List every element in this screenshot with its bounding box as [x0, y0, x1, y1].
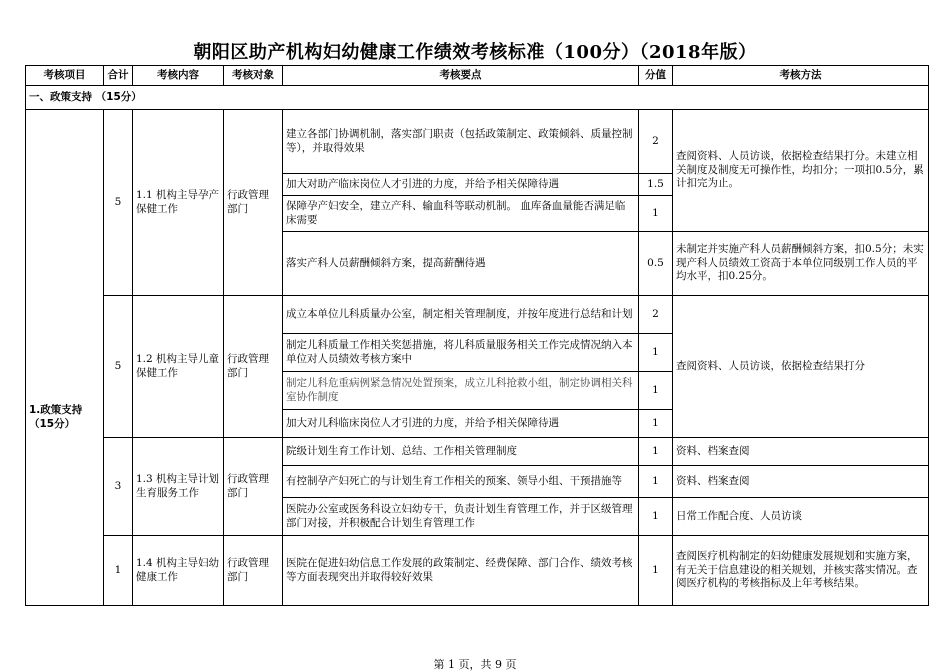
- header-cell: 考核对象: [224, 66, 283, 86]
- method-cell: 资料、档案查阅: [673, 438, 929, 466]
- point-cell: 院级计划生育工作计划、总结、工作相关管理制度: [283, 438, 639, 466]
- total-cell: 5: [104, 110, 133, 296]
- point-cell: 医院办公室或医务科设立妇幼专干，负责计划生育管理工作，并于区级管理部门对接，并积极配合计划生育管理工作: [283, 498, 639, 536]
- point-cell: 医院在促进妇幼信息工作发展的政策制定、经费保障、部门合作、绩效考核等方面表现突出并取得较好效果: [283, 536, 639, 606]
- table-row: [26, 110, 929, 174]
- total-cell: 3: [104, 438, 133, 536]
- point-cell: 保障孕产妇安全，建立产科、输血科等联动机制。 血库备血量能否满足临床需要: [283, 196, 639, 232]
- method-cell: 日常工作配合度、人员访谈: [673, 498, 929, 536]
- header-cell: 考核内容: [133, 66, 224, 86]
- method-cell: 查阅资料、人员访谈，依据检查结果打分: [673, 296, 929, 438]
- score-cell: 1: [639, 466, 673, 498]
- method-cell: 查阅资料、人员访谈，依据检查结果打分。未建立相关制度及制度无可操作性，均扣分；一项扣0.5分，累计扣完为止。: [673, 110, 929, 232]
- score-cell: 1: [639, 498, 673, 536]
- category-cell: [26, 110, 104, 606]
- table-header-row: [26, 66, 929, 86]
- content-cell: 1.3 机构主导计划生育服务工作: [133, 438, 224, 536]
- content-cell: 1.4 机构主导妇幼健康工作: [133, 536, 224, 606]
- score-cell: 2: [639, 296, 673, 334]
- score-cell: 2: [639, 110, 673, 174]
- method-cell: 未制定并实施产科人员薪酬倾斜方案，扣0.5分；未实现产科人员绩效工资高于本单位同级别工作人员的平均水平，扣0.25分。: [673, 232, 929, 296]
- score-cell: 0.5: [639, 232, 673, 296]
- section-row: [26, 86, 929, 110]
- table-row: [26, 438, 929, 466]
- score-cell: 1: [639, 372, 673, 410]
- target-cell: 行政管理部门: [224, 296, 283, 438]
- table-row: [26, 536, 929, 606]
- table-row: [26, 296, 929, 334]
- content-cell: 1.2 机构主导儿童保健工作: [133, 296, 224, 438]
- point-cell: 加大对助产临床岗位人才引进的力度，并给予相关保障待遇: [283, 174, 639, 196]
- point-cell: 制定儿科危重病例紧急情况处置预案，成立儿科抢救小组，制定协调相关科室协作制度: [283, 372, 639, 410]
- point-cell: 成立本单位儿科质量办公室，制定相关管理制度，并按年度进行总结和计划: [283, 296, 639, 334]
- score-cell: 1: [639, 438, 673, 466]
- score-cell: 1: [639, 334, 673, 372]
- method-cell: 资料、档案查阅: [673, 466, 929, 498]
- target-cell: 行政管理部门: [224, 536, 283, 606]
- section-title: 一、政策支持 （15分）: [26, 86, 929, 110]
- score-cell: 1: [639, 536, 673, 606]
- header-cell: 考核项目: [26, 66, 104, 86]
- score-cell: 1.5: [639, 174, 673, 196]
- score-cell: 1: [639, 196, 673, 232]
- point-cell: 建立各部门协调机制，落实部门职责（包括政策制定、政策倾斜、质量控制等），并取得效果: [283, 110, 639, 174]
- point-cell: 有控制孕产妇死亡的与计划生育工作相关的预案、领导小组、干预措施等: [283, 466, 639, 498]
- point-cell: 落实产科人员薪酬倾斜方案，提高薪酬待遇: [283, 232, 639, 296]
- page-footer: 第 1 页，共 9 页: [433, 658, 517, 671]
- total-cell: 5: [104, 296, 133, 438]
- header-cell: 考核要点: [283, 66, 639, 86]
- target-cell: 行政管理部门: [224, 438, 283, 536]
- header-cell: 考核方法: [673, 66, 929, 86]
- point-cell: 制定儿科质量工作相关奖惩措施，将儿科质量服务相关工作完成情况纳入本单位对人员绩效考核方案中: [283, 334, 639, 372]
- header-cell: 合计: [104, 66, 133, 86]
- method-cell: 查阅医疗机构制定的妇幼健康发展规划和实施方案，有无关于信息建设的相关规划，并核实落实情况。查阅医疗机构的考核指标及上年考核结果。: [673, 536, 929, 606]
- score-cell: 1: [639, 410, 673, 438]
- assessment-table: [25, 65, 929, 606]
- category-label: 1.政策支持（15分）: [29, 403, 83, 430]
- header-cell: 分值: [639, 66, 673, 86]
- target-cell: 行政管理部门: [224, 110, 283, 296]
- point-cell: 加大对儿科临床岗位人才引进的力度，并给予相关保障待遇: [283, 410, 639, 438]
- page-title: 朝阳区助产机构妇幼健康工作绩效考核标准（100分）（2018年版）: [193, 42, 757, 63]
- content-cell: 1.1 机构主导孕产保健工作: [133, 110, 224, 296]
- total-cell: 1: [104, 536, 133, 606]
